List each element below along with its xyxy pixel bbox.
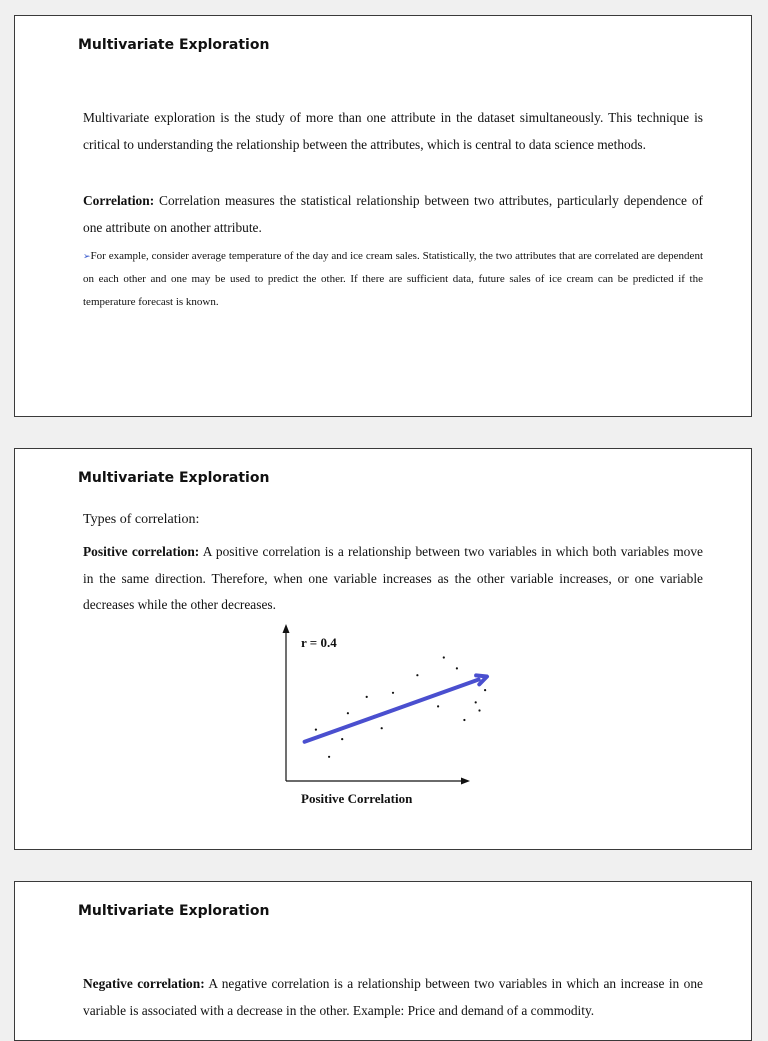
correlation-label: Correlation: [83,193,155,208]
scatter-point-13 [463,719,465,721]
positive-text: A positive correlation is a relationship between two variables in which both variables move in the same direction. Therefore, when one variable increases as the other variable increases, or one variable decreases while the other decreases. [83,544,703,612]
intro-paragraph [83,105,703,158]
positive-paragraph [83,539,703,619]
scatter-point-4 [366,696,368,698]
slide-1 [14,15,752,417]
scatter-point-1 [328,756,330,758]
correlation-text: Correlation measures the statistical relationship between two attributes, particularly dependence of one attribute on another attribute. [83,193,703,235]
types-heading: Types of correlation: [83,512,200,527]
scatter-point-12 [456,667,458,669]
negative-text: A negative correlation is a relationship between two variables in which an increase in one variable is associated with a decrease in the other. Example: Price and demand of a commodity. [83,976,703,1018]
scatter-point-11 [443,656,445,658]
y-axis-arrow-icon [283,624,290,633]
scatter-point-3 [347,712,349,714]
chart-caption: Positive Correlation [301,791,413,806]
scatter-point-0 [315,729,317,731]
arrow-bullet-icon: ➢ [83,251,91,261]
scatter-point-6 [381,727,383,729]
trend-line [305,680,479,742]
scatter-point-2 [341,738,343,740]
intro-text: Multivariate exploration is the study of more than one attribute in the dataset simultaneously. This technique is critical to understanding the relationship between the attributes, which is central to data science methods. [83,110,703,152]
slide-title: Multivariate Exploration [78,470,270,486]
example-paragraph [83,245,703,314]
correlation-paragraph [83,188,703,241]
scatter-point-16 [484,689,486,691]
scatter-point-14 [475,701,477,703]
example-text: For example, consider average temperature of the day and ice cream sales. Statistically, the two attributes that are correlated are dependent on each other and one may be used to predict the other. If there are sufficient data, future sales of ice cream can be predicted if the temperature forecast is known. [83,250,703,308]
positive-correlation-chart [275,621,495,811]
negative-label: Negative correlation: [83,976,205,991]
slide-title: Multivariate Exploration [78,903,270,919]
chart-trend [305,675,487,741]
negative-paragraph [83,971,703,1024]
scatter-point-15 [478,709,480,711]
scatter-point-9 [416,674,418,676]
correlation-coefficient-label: r = 0.4 [301,635,337,650]
slide-2 [14,448,752,850]
x-axis-arrow-icon [461,778,470,785]
slide-title: Multivariate Exploration [78,37,270,53]
slide-3 [14,881,752,1041]
scatter-point-10 [437,705,439,707]
positive-label: Positive correlation: [83,544,200,559]
scatter-point-7 [392,692,394,694]
